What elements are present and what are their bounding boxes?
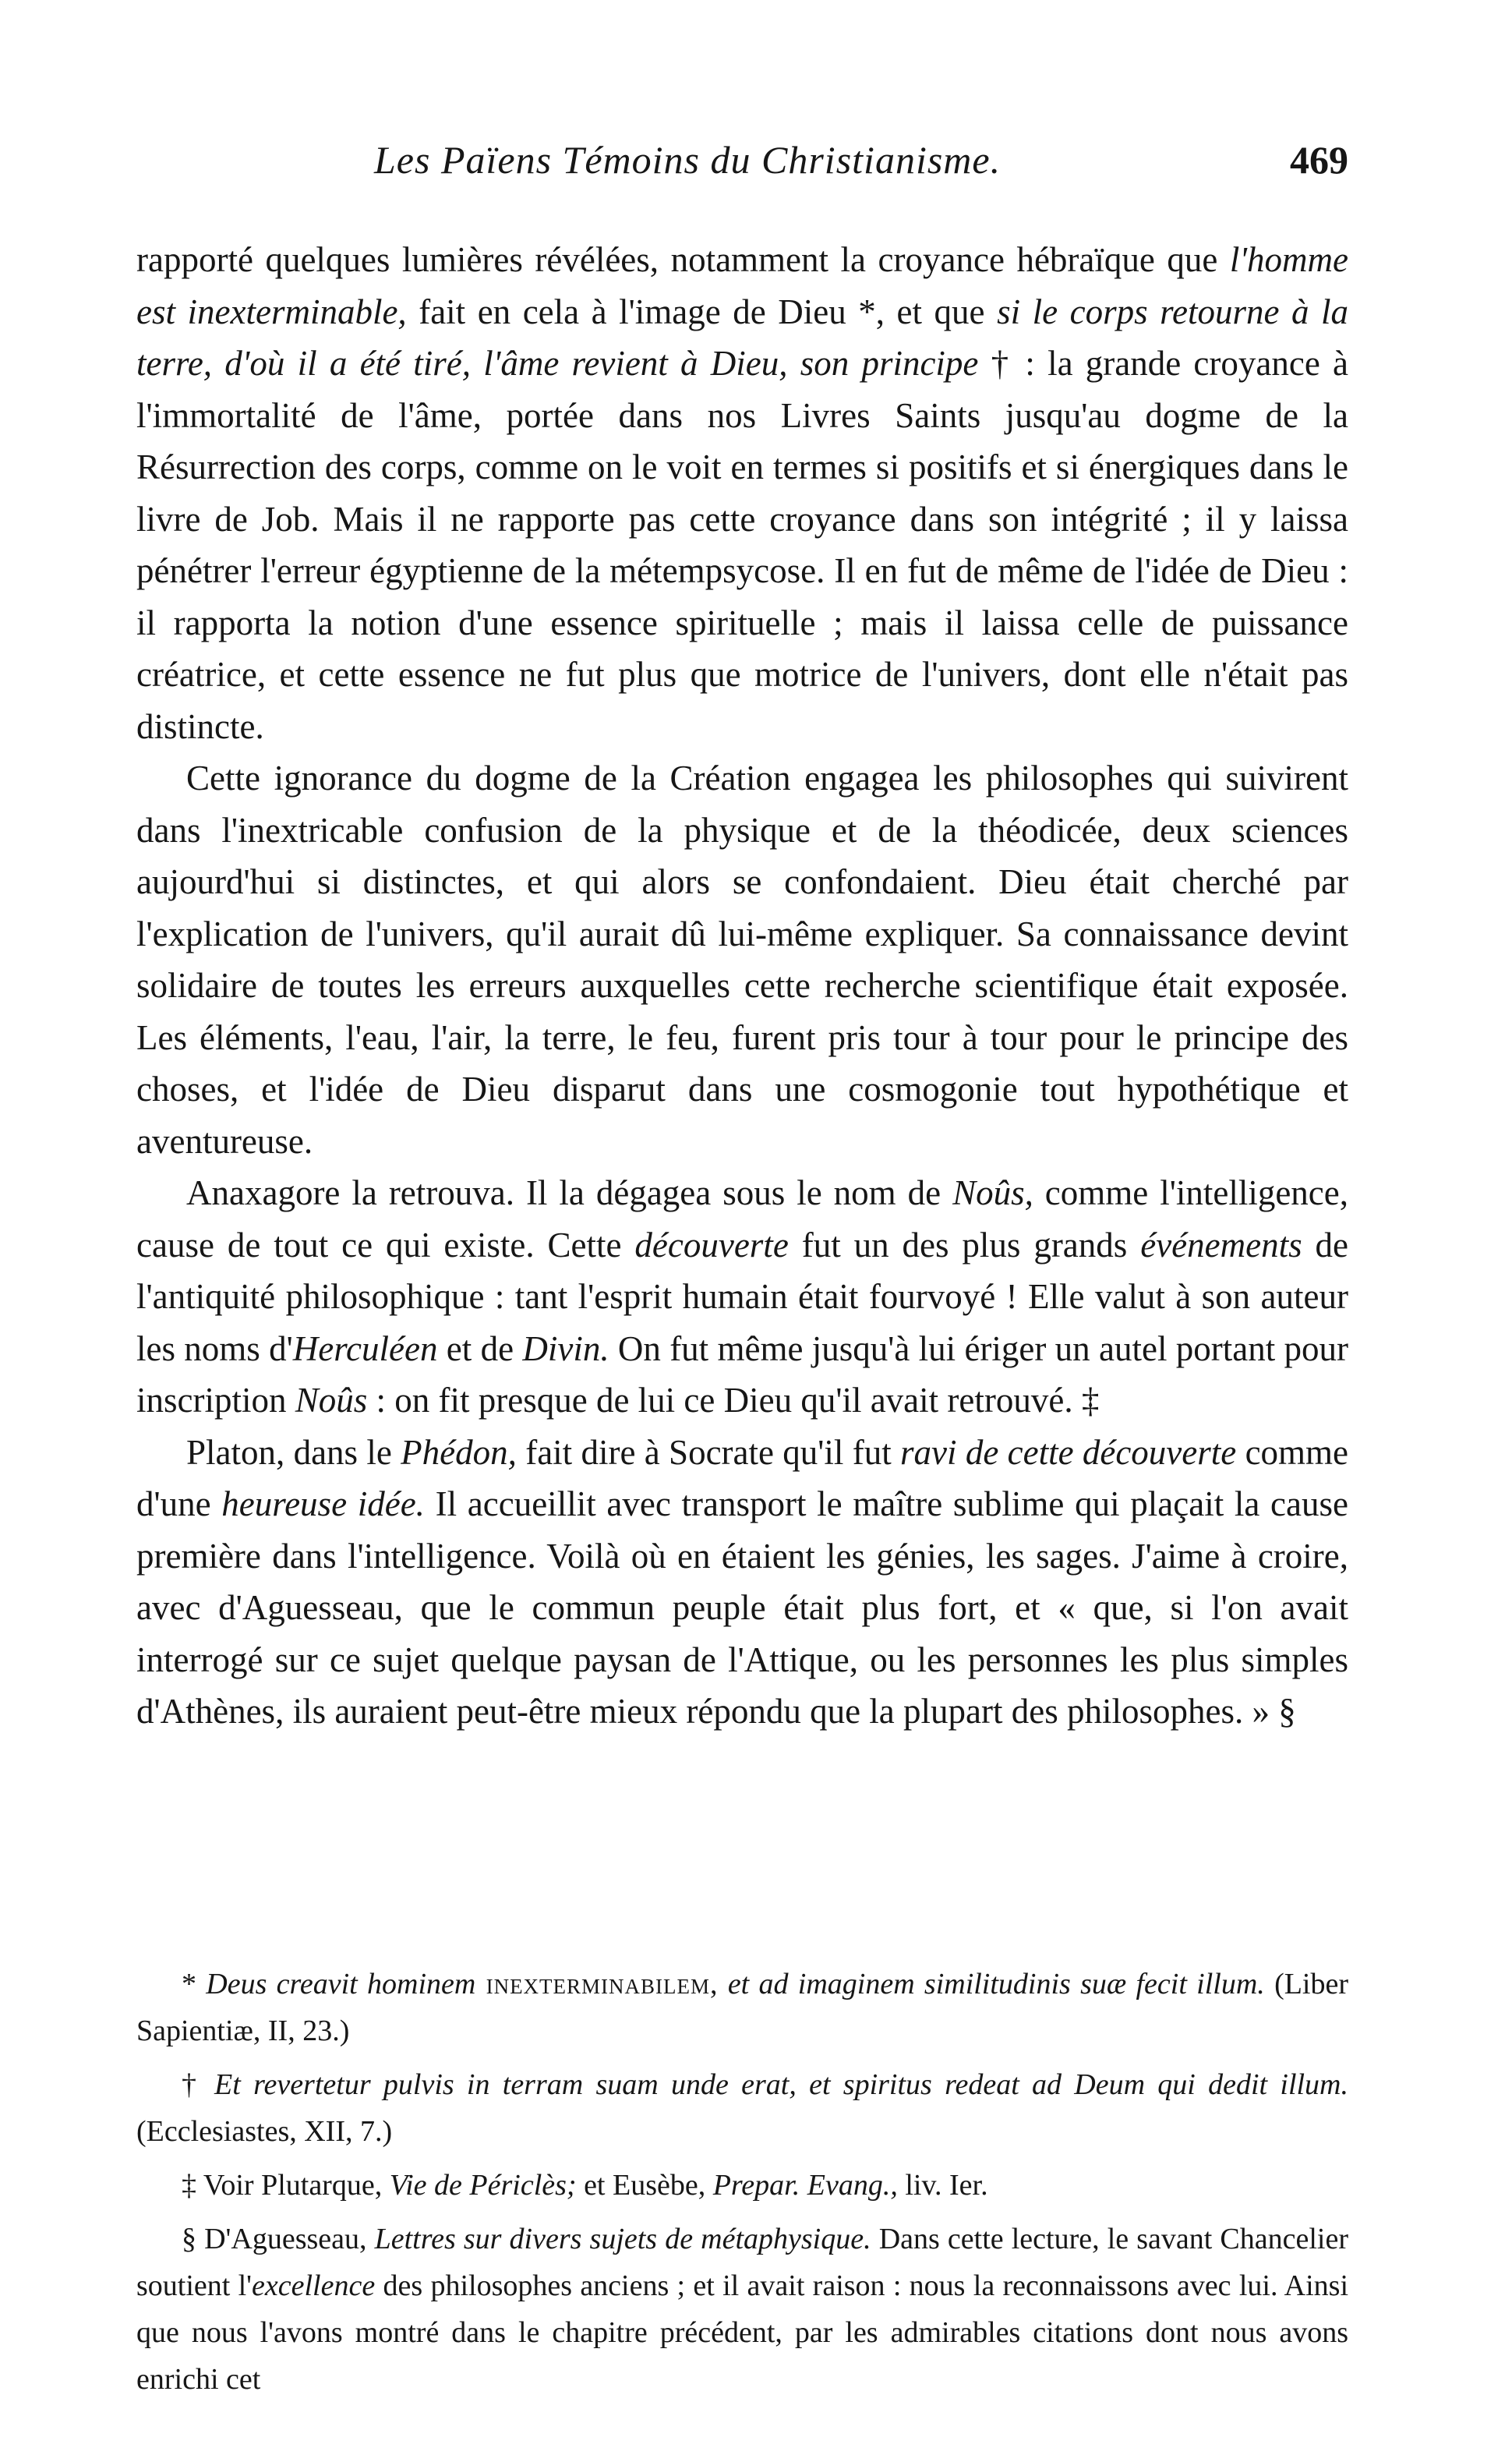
footnote-text: (Ecclesiastes, XII, 7.) xyxy=(136,2115,393,2148)
footnotes xyxy=(136,1961,1348,2410)
paragraph-2 xyxy=(136,752,1348,1167)
footnote-text: des philosophes anciens ; et il avait raison : nous la reconnaissons avec lui. Ainsi que nous l'avons montré dans le chapitre précédent, par les admirables citations dont nous avons enrichi cet xyxy=(136,2269,1349,2396)
footnote-3 xyxy=(136,2162,1348,2209)
footnote-text: et Eusèbe, xyxy=(576,2169,713,2202)
footnote-marker: * xyxy=(182,1968,207,2000)
running-header xyxy=(179,137,1348,192)
paragraph-text: † : la grande croyance à l'immortalité de l'âme, portée dans nos Livres Saints jusqu'au dogme de la Résurrection des corps, comme on le voit en termes si positifs et si énergiques dans le livre de Job. Mais il ne rapporte pas cette croyance dans son intégrité ; il y laissa pénétrer l'erreur égyptienne de la métempsycose. Il en fut de même de l'idée de Dieu : il rapporta la notion d'une essence spirituelle ; mais il laissa celle de puissance créatrice, et cette essence ne fut plus que motrice de l'univers, dont elle n'était pas distincte. xyxy=(136,344,1349,746)
footnote-2 xyxy=(136,2061,1348,2155)
italic-phrase: Deus creavit hominem xyxy=(206,1968,476,2000)
italic-phrase: événements xyxy=(1140,1225,1302,1265)
paragraph-text: On fut même jusqu'à lui ériger un autel portant pour inscription xyxy=(136,1328,1349,1420)
italic-phrase: Phédon, xyxy=(401,1432,517,1472)
paragraph-text: de l'antiquité philosophique : tant l'esprit humain était fourvoyé ! Elle valut à son auteur les noms d' xyxy=(136,1225,1348,1368)
footnote-text: ‡ Voir Plutarque, xyxy=(182,2169,390,2202)
italic-phrase: Prepar. Evang., xyxy=(712,2169,898,2202)
paragraph-3 xyxy=(136,1167,1348,1427)
footnote-text: (Liber Sapientiæ, II, 23.) xyxy=(136,1968,1349,2047)
paragraph-text: fut un des plus grands xyxy=(788,1225,1141,1265)
footnote-1 xyxy=(136,1961,1348,2054)
paragraph-text: rapporté quelques lumières révélées, notamment la croyance hébraïque que xyxy=(136,240,1230,279)
italic-phrase: excellence xyxy=(252,2269,376,2302)
italic-phrase: Lettres sur divers sujets de métaphysique. xyxy=(374,2223,871,2255)
italic-phrase: Et revertetur pulvis in terram suam unde erat, et spiritus redeat ad Deum qui dedit illum. xyxy=(214,2068,1349,2101)
paragraph-text: fait en cela à l'image de Dieu *, et que xyxy=(406,292,998,331)
paragraph-text: comme d'une xyxy=(136,1432,1349,1523)
footnote-marker: † xyxy=(182,2068,215,2101)
footnote-4 xyxy=(136,2216,1348,2403)
small-caps-word: inexterminabilem, xyxy=(475,1968,719,2000)
italic-phrase: Herculéen xyxy=(292,1328,438,1368)
paragraph-text: : on fit presque de lui ce Dieu qu'il avait retrouvé. ‡ xyxy=(367,1381,1100,1420)
footnote-text: § D'Aguesseau, xyxy=(182,2223,375,2255)
footnote-text: Dans cette lecture, le savant Chancelier soutient l' xyxy=(136,2223,1348,2302)
body-text xyxy=(136,234,1348,1738)
italic-phrase: l'homme est inexterminable, xyxy=(136,240,1348,331)
paragraph-text: Anaxagore la retrouva. Il la dégagea sous le nom de xyxy=(186,1173,953,1212)
paragraph-text: fait dire à Socrate qu'il fut xyxy=(516,1432,901,1472)
italic-phrase: si le corps retourne à la terre, d'où il a été tiré, l'âme revient à Dieu, son principe xyxy=(136,292,1349,383)
paragraph-text: et de xyxy=(437,1328,523,1368)
italic-phrase: Noûs, xyxy=(952,1173,1033,1212)
paragraph-1 xyxy=(136,234,1348,752)
italic-phrase: Divin. xyxy=(522,1328,609,1368)
running-title: Les Païens Témoins du Christianisme. xyxy=(374,138,1002,182)
italic-phrase: heureuse idée. xyxy=(221,1484,425,1523)
paragraph-text: Il accueillit avec transport le maître sublime qui plaçait la cause première dans l'intelligence. Voilà où en étaient les génies, les sages. J'aime à croire, avec d'Aguesseau, que le commun peuple était plus fort, et « que, si l'on avait interrogé sur ce sujet quelque paysan de l'Attique, ou les personnes les plus simples d'Athènes, ils auraient peut-être mieux répondu que la plupart des philosophes. » § xyxy=(136,1484,1348,1731)
italic-phrase: Noûs xyxy=(295,1381,368,1420)
italic-phrase: ravi de cette découverte xyxy=(900,1432,1237,1472)
paragraph-text: Cette ignorance du dogme de la Création engagea les philosophes qui suivirent dans l'inextricable confusion de la physique et de la théodicée, deux sciences aujourd'hui si distinctes, et qui alors se confondaient. Dieu était cherché par l'explication de l'univers, qu'il aurait dû lui-même expliquer. Sa connaissance devint solidaire de toutes les erreurs auxquelles cette recherche scientifique était exposée. Les éléments, l'eau, l'air, la terre, le feu, furent pris tour à tour pour le principe des choses, et l'idée de Dieu disparut dans une cosmogonie tout hypothétique et aventureuse. xyxy=(136,759,1348,1161)
page-number: 469 xyxy=(1290,138,1348,182)
italic-phrase: découverte xyxy=(634,1225,789,1265)
italic-phrase: Vie de Périclès; xyxy=(389,2169,577,2202)
paragraph-4 xyxy=(136,1427,1348,1738)
footnote-text: liv. Ier. xyxy=(897,2169,988,2202)
paragraph-text: comme l'intelligence, cause de tout ce qui existe. Cette xyxy=(136,1173,1348,1265)
italic-phrase: et ad imaginem similitudinis suæ fecit illum. xyxy=(718,1968,1265,2000)
paragraph-text: Platon, dans le xyxy=(186,1432,401,1472)
